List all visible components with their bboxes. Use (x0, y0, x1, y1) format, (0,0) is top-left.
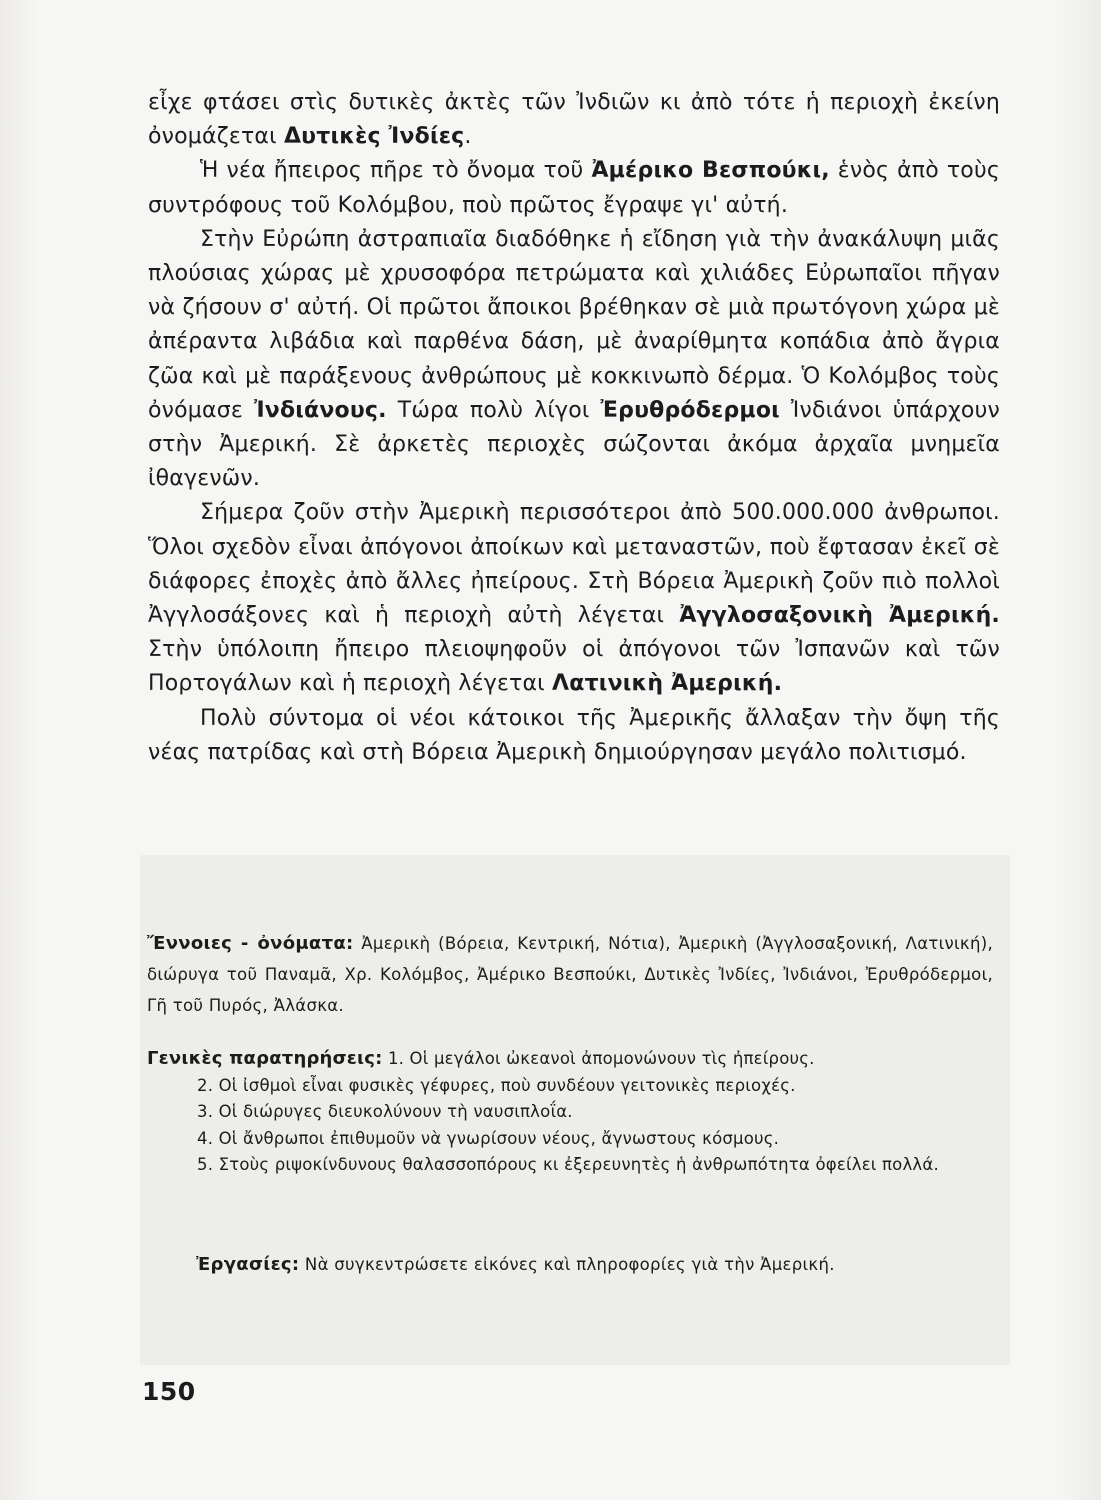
main-text (148, 86, 1000, 770)
page-number: 150 (142, 1377, 196, 1406)
general-notes-section (147, 1046, 993, 1179)
terms-text: Ἀμερικὴ (Βόρεια, Κεντρική, Νότια), Ἀμερικὴ (Ἀγγλοσαξονική, Λατινική), διώρυγα τοῦ Παναμᾶ, Χρ. Κολόμβος, Ἀμέρικο Βεσπούκι, Δυτικὲς Ἰνδίες, Ἰνδιάνοι, Ἐρυθρόδερμοι, Γῆ τοῦ Πυρός, Ἀλάσκα. (147, 934, 993, 1015)
paragraph-4: Σήμερα ζοῦν στὴν Ἀμερικὴ περισσότεροι ἀπὸ 500.000.000 ἀνθρωποι. Ὅλοι σχεδὸν εἶναι ἀπόγονοι ἀποίκων καὶ μεταναστῶν, ποὺ ἔφτασαν ἐκεῖ σὲ διάφορες ἐποχὲς ἀπὸ ἄλλες ἠπείρους. Στὴ Βόρεια Ἀμερικὴ ζοῦν πιὸ πολλοὶ Ἀγγλοσάξονες καὶ ἡ περιοχὴ αὐτὴ λέγεται Ἀγγλοσαξονικὴ Ἀμερική. Στὴν ὑπόλοιπη ἤπειρο πλειοψηφοῦν οἱ ἀπόγονοι τῶν Ἰσπανῶν καὶ τῶν Πορτογάλων καὶ ἡ περιοχὴ λέγεται Λατινικὴ Ἀμερική. (148, 500, 1000, 697)
notes-item: 3. Οἱ διώρυγες διευκολύνουν τὴ ναυσιπλοΐα. (197, 1102, 573, 1121)
notes-item: 2. Οἱ ἰσθμοὶ εἶναι φυσικὲς γέφυρες, ποὺ συνδέουν γειτονικὲς περιοχές. (197, 1075, 796, 1095)
paragraph-3: Στὴν Εὐρώπη ἀστραπιαῖα διαδόθηκε ἡ εἴδηση γιὰ τὴν ἀνακάλυψη μιᾶς πλούσιας χώρας μὲ χρυσοφόρα πετρώματα καὶ χιλιάδες Εὐρωπαῖοι πῆγαν νὰ ζήσουν σ' αὐτή. Οἱ πρῶτοι ἄποικοι βρέθηκαν σὲ μιὰ πρωτόγονη χώρα μὲ ἀπέραντα λιβάδια καὶ παρθένα δάση, μὲ ἀναρίθμητα κοπάδια ἀπὸ ἄγρια ζῶα καὶ μὲ παράξενους ἀνθρώπους μὲ κοκκινωπὸ δέρμα. Ὁ Κολόμβος τοὺς ὀνόμασε Ἰνδιάνους. Τώρα πολὺ λίγοι Ἐρυθρόδερμοι Ἰνδιάνοι ὑπάρχουν στὴν Ἀμερική. Σὲ ἀρκετὲς περιοχὲς σώζονται ἀκόμα ἀρχαῖα μνημεῖα ἰθαγενῶν. (148, 226, 1001, 492)
paragraph-5: Πολὺ σύντομα οἱ νέοι κάτοικοι τῆς Ἀμερικῆς ἄλλαξαν τὴν ὄψη τῆς νέας πατρίδας καὶ στὴ Βόρεια Ἀμερικὴ δημιούργησαν μεγάλο πολιτισμό. (148, 705, 1000, 765)
tasks-section (196, 1250, 996, 1280)
terms-section (147, 928, 993, 1021)
notes-label: Γενικὲς παρατηρήσεις: (147, 1048, 383, 1069)
notes-item: 4. Οἱ ἄνθρωποι ἐπιθυμοῦν νὰ γνωρίσουν νέους, ἄγνωστους κόσμους. (197, 1128, 780, 1148)
tasks-label: Ἐργασίες: (196, 1254, 300, 1275)
paragraph-2: Ἡ νέα ἤπειρος πῆρε τὸ ὄνομα τοῦ Ἀμέρικο Βεσπούκι, ἑνὸς ἀπὸ τοὺς συντρόφους τοῦ Κολόμβου, ποὺ πρῶτος ἔγραψε γι' αὐτή. (148, 158, 1000, 218)
paragraph-1: εἶχε φτάσει στὶς δυτικὲς ἀκτὲς τῶν Ἰνδιῶν κι ἀπὸ τότε ἡ περιοχὴ ἐκείνη ὀνομάζεται Δυτικὲς Ἰνδίες. (148, 90, 1000, 150)
tasks-text: Νὰ συγκεντρώσετε εἰκόνες καὶ πληροφορίες γιὰ τὴν Ἀμερική. (299, 1255, 835, 1274)
notes-item: Γενικὲς παρατηρήσεις: 1. Οἱ μεγάλοι ὠκεανοὶ ἀπομονώνουν τὶς ἠπείρους. (147, 1048, 815, 1069)
notes-item: 5. Στοὺς ριψοκίνδυνους θαλασσοπόρους κι ἐξερευνητὲς ἡ ἀνθρωπότητα ὀφείλει πολλά. (197, 1155, 939, 1174)
terms-label: Ἔννοιες - ὀνόματα: (147, 933, 354, 954)
